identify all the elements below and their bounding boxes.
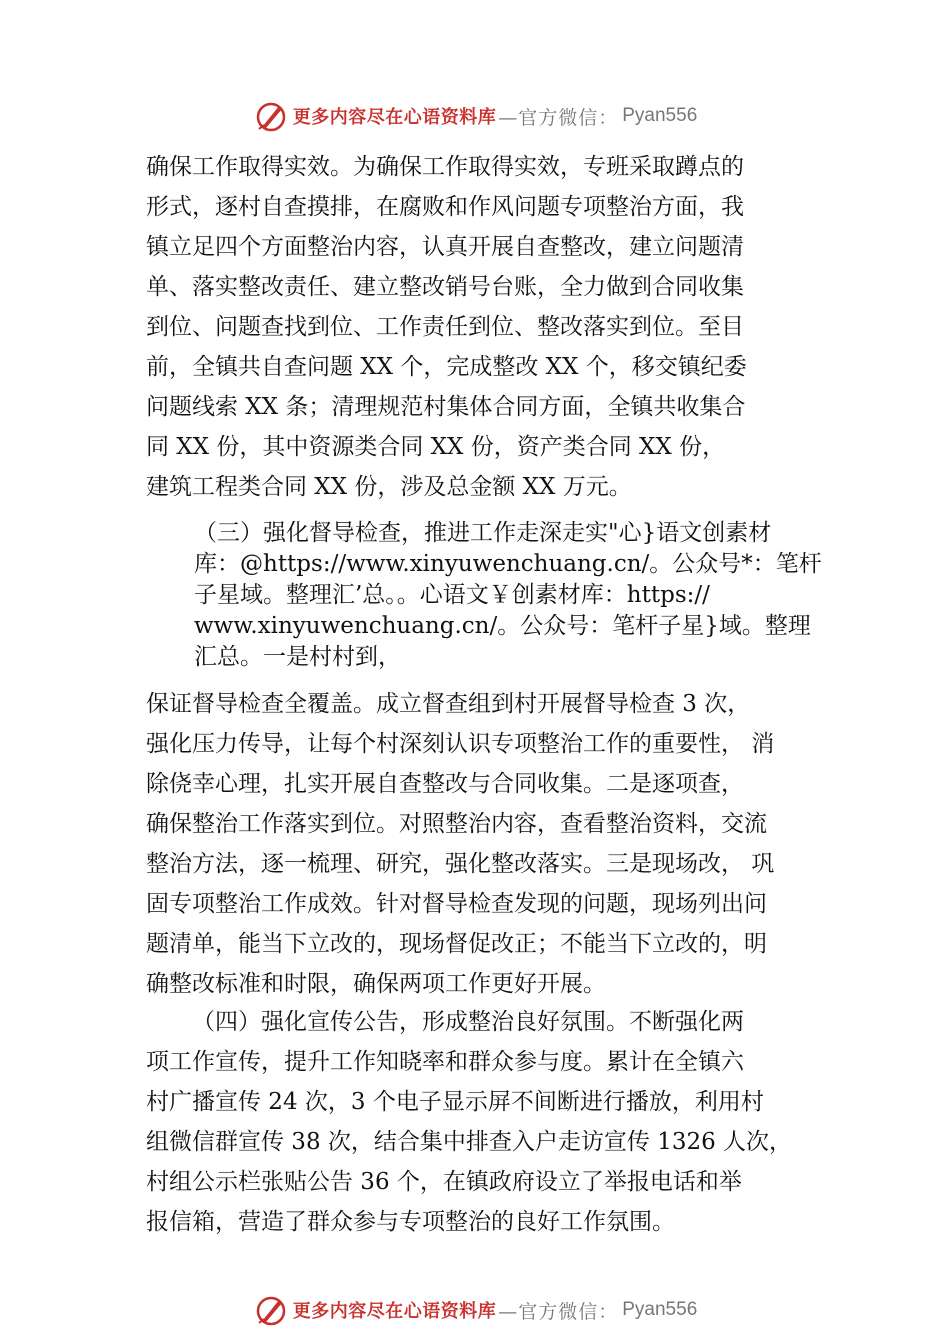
paragraph-3 [146, 684, 826, 1004]
text-line: 题清单，能当下立改的，现场督促改正；不能当下立改的，明 [146, 931, 767, 957]
text-line: 固专项整治工作成效。针对督导检查发现的问题，现场列出问 [146, 891, 767, 917]
footer-watermark-label: —官方微信： [498, 1300, 619, 1323]
text-line: 形式，逐村自查摸排，在腐败和作风问题专项整治方面，我 [146, 194, 744, 220]
header-watermark [0, 96, 950, 136]
text-line: 汇总。一是村村到， [194, 644, 401, 670]
text-line: 库：@https://www.xinyuwenchuang.cn/。公众号*：笔杆 [194, 551, 822, 577]
text-line: 建筑工程类合同 XX 份，涉及总金额 XX 万元。 [146, 474, 632, 500]
text-line: 项工作宣传，提升工作知晓率和群众参与度。累计在全镇六 [146, 1049, 744, 1075]
header-watermark-id: Pyan556 [622, 105, 698, 126]
text-line: 除侥幸心理，扎实开展自查整改与合同收集。二是逐项查， [146, 771, 744, 797]
text-line: 镇立足四个方面整治内容，认真开展自查整改，建立问题清 [146, 234, 744, 260]
text-line: 组微信群宣传 38 次，结合集中排查入户走访宣传 1326 人次， [146, 1129, 793, 1155]
text-line: 确保整治工作落实到位。对照整治内容，查看整治资料，交流 [146, 811, 767, 837]
text-line: 单、落实整改责任、建立整改销号台账，全力做到合同收集 [146, 274, 744, 300]
text-line: 报信箱，营造了群众参与专项整治的良好工作氛围。 [146, 1209, 675, 1235]
header-watermark-title: 更多内容尽在心语资料库 [292, 107, 497, 128]
text-line: 确整改标准和时限，确保两项工作更好开展。 [146, 971, 606, 997]
footer-watermark-id: Pyan556 [622, 1299, 698, 1320]
text-line: www.xinyuwenchuang.cn/。公众号：笔杆子星}域。整理 [194, 613, 811, 639]
footer-watermark-title: 更多内容尽在心语资料库 [292, 1301, 497, 1322]
section-3-heading [194, 518, 844, 673]
quill-logo-icon [253, 98, 289, 134]
text-line: 确保工作取得实效。为确保工作取得实效，专班采取蹲点的 [146, 154, 744, 180]
text-line: 到位、问题查找到位、工作责任到位、整改落实到位。至目 [146, 314, 744, 340]
text-line: 子星域。整理汇’总。。心语文￥创素材库：https:// [194, 582, 710, 608]
text-line: （三）强化督导检查，推进工作走深走实"心}语文创素材 [194, 520, 772, 546]
quill-logo-icon [253, 1292, 289, 1328]
footer-watermark [0, 1290, 950, 1330]
text-line: 强化压力传导，让每个村深刻认识专项整治工作的重要性， 消 [146, 731, 775, 757]
header-watermark-label: —官方微信： [498, 106, 619, 129]
text-line: 前，全镇共自查问题 XX 个，完成整改 XX 个，移交镇纪委 [146, 354, 747, 380]
text-line: 保证督导检查全覆盖。成立督查组到村开展督导检查 3 次， [146, 691, 751, 717]
text-line: （四）强化宣传公告，形成整治良好氛围。不断强化两 [192, 1009, 744, 1035]
paragraph-1 [146, 147, 826, 507]
text-line: 问题线索 XX 条；清理规范村集体合同方面，全镇共收集合 [146, 394, 746, 420]
text-line: 村广播宣传 24 次，3 个电子显示屏不间断进行播放，利用村 [146, 1089, 764, 1115]
text-line: 整治方法，逐一梳理、研究，强化整改落实。三是现场改， 巩 [146, 851, 775, 877]
text-line: 同 XX 份，其中资源类合同 XX 份，资产类合同 XX 份， [146, 434, 726, 460]
text-line: 村组公示栏张贴公告 36 个，在镇政府设立了举报电话和举 [146, 1169, 742, 1195]
paragraph-4 [146, 1002, 826, 1242]
